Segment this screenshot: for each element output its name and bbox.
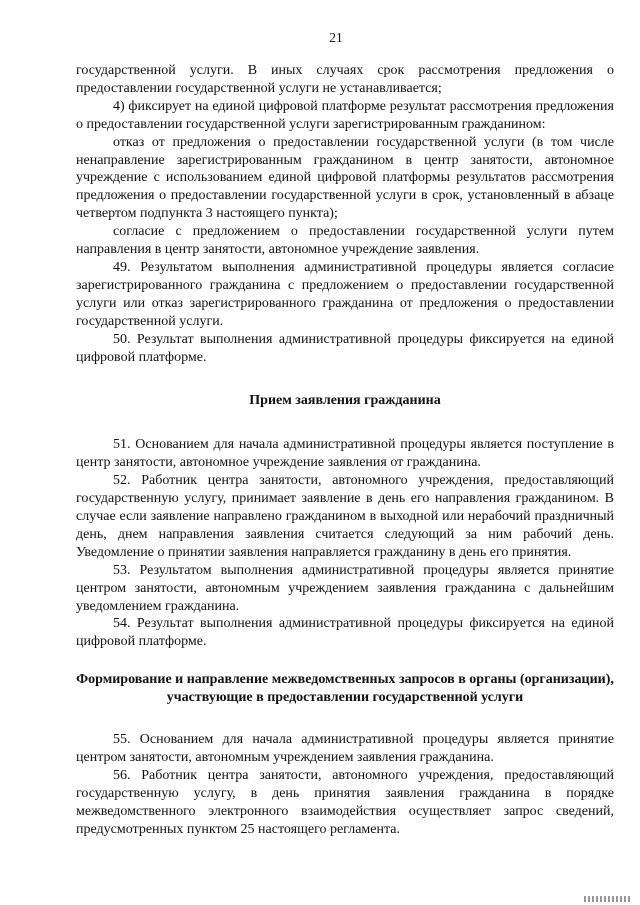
paragraph-56: 56. Работник центра занятости, автономного учреждения, предоставляющий государственную услугу, в день принятия заявления гражданина в порядке межведомственного электронного взаимодействия осуществляет запрос сведений, предусмотренных пунктом 25 настоящего регламента. — [76, 768, 614, 837]
paragraph-52: 52. Работник центра занятости, автономного учреждения, предоставляющий государственную услугу, принимает заявление в день его направления гражданином. В случае если заявление направлено гражданином в выходной или нерабочий праздничный день, днем направления заявления считается следующий за ним рабочий день. Уведомление о принятии заявления направляется гражданину в день его принятия. — [76, 473, 614, 560]
paragraph-item-4: 4) фиксирует на единой цифровой платформе результат рассмотрения предложения о предоставлении государственной услуги зарегистрированным гражданином: — [76, 98, 614, 132]
paragraph-refusal: отказ от предложения о предоставлении государственной услуги (в том числе ненаправление зарегистрированным гражданином в центр занятости, автономное учреждение с использованием единой цифровой платформы результатов рассмотрения предложения о предоставлении государственной услуги в срок, установленный в абзаце четвертом подпункта 3 настоящего пункта); — [76, 134, 614, 222]
paragraph-54: 54. Результат выполнения административной процедуры фиксируется на единой цифровой платформе. — [76, 616, 614, 650]
section-heading-interagency-requests: Формирование и направление межведомственных запросов в органы (организации), участвующие в предоставлении государственной услуги — [76, 672, 614, 706]
paragraph-55: 55. Основанием для начала административной процедуры является принятие центром занятости, автономным учреждением заявления гражданина. — [76, 732, 614, 766]
scan-artifact — [584, 896, 630, 902]
paragraph-53: 53. Результатом выполнения административной процедуры является принятие центром занятости, автономным учреждением заявления гражданина с дальнейшим уведомлением гражданина. — [76, 562, 614, 614]
paragraph-consent: согласие с предложением о предоставлении государственной услуги путем направления в центр занятости, автономное учреждение заявления. — [76, 224, 614, 258]
paragraph-49: 49. Результатом выполнения административной процедуры является согласие зарегистрированного гражданина с предложением о предоставлении государственной услуги или отказ зарегистрированного гражданина от предложения о предоставлении государственной услуги. — [76, 259, 614, 329]
page-number: 21 — [329, 30, 343, 45]
paragraph-continuation: государственной услуги. В иных случаях срок рассмотрения предложения о предоставлении государственной услуги не устанавливается; — [76, 63, 614, 96]
section-heading-application: Прием заявления гражданина — [249, 393, 441, 409]
paragraph-51: 51. Основанием для начала административной процедуры является поступление в центр занятости, автономное учреждение заявления от гражданина. — [76, 437, 614, 471]
paragraph-50: 50. Результат выполнения административной процедуры фиксируется на единой цифровой платформе. — [76, 331, 614, 365]
